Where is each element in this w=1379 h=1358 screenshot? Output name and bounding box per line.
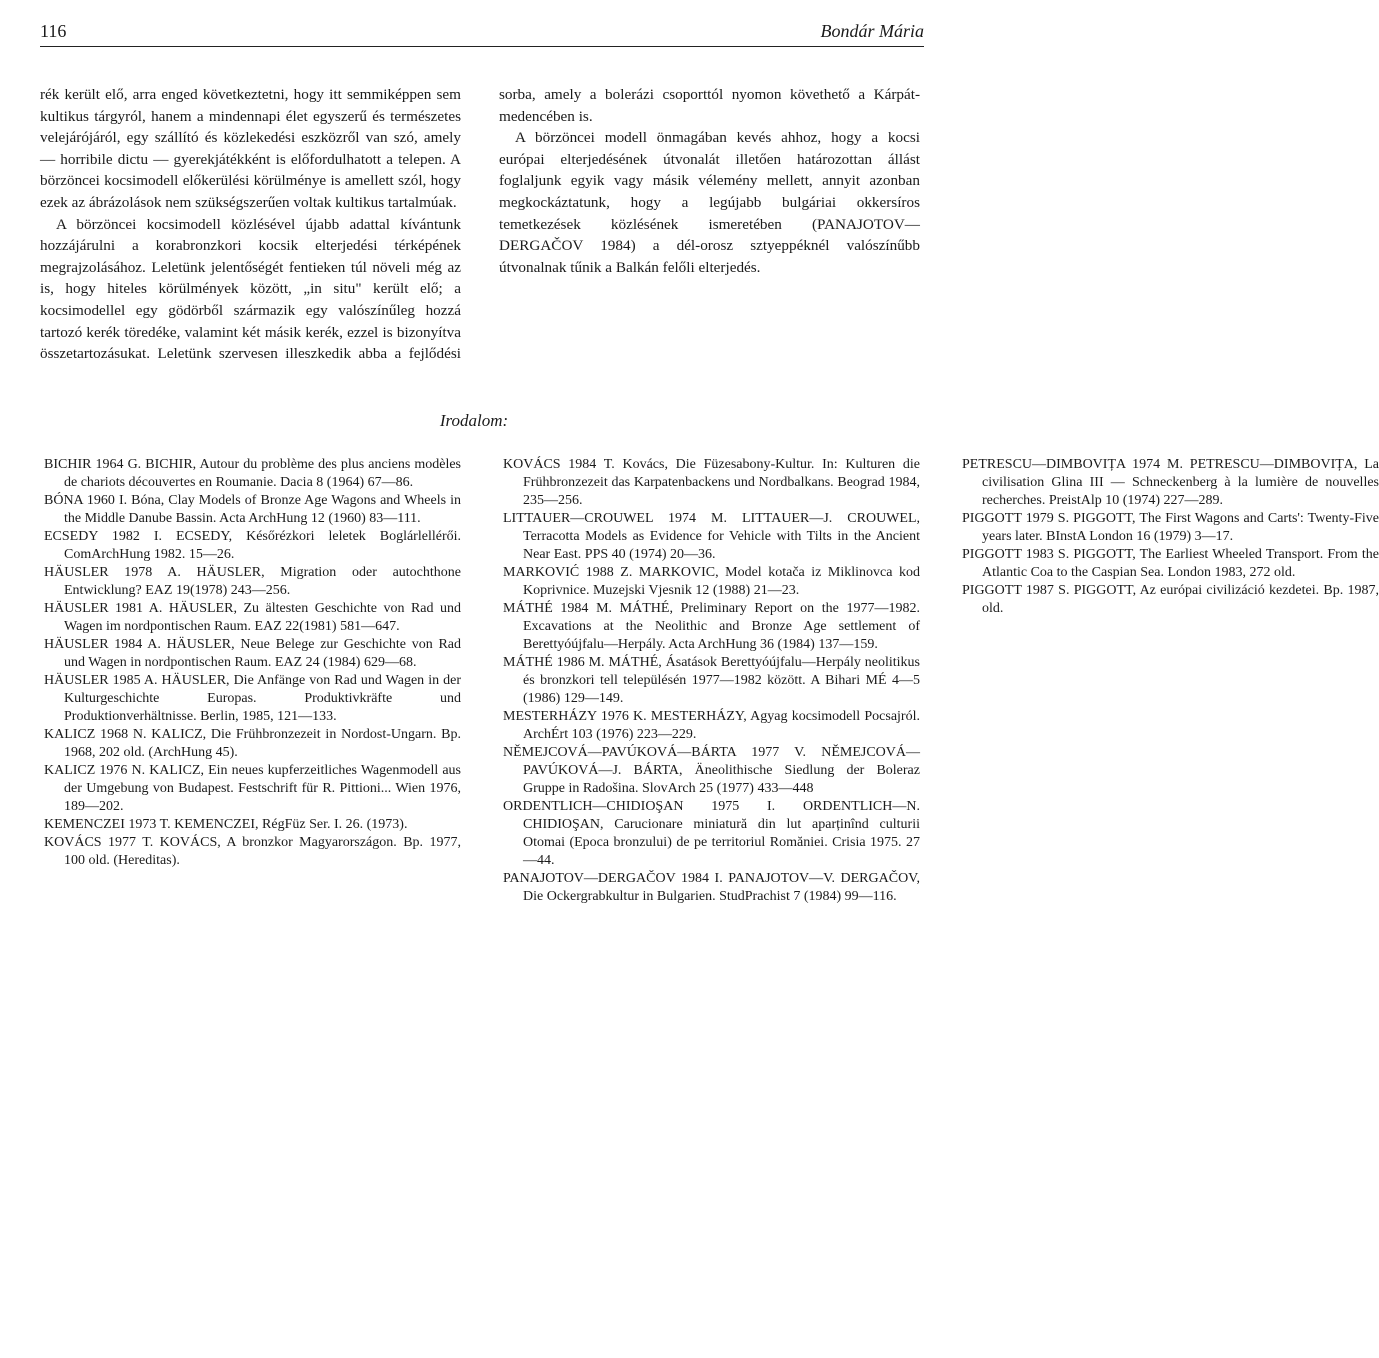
paragraph: A börzöncei modell önmagában kevés ahhoz, hogy a kocsi európai elterjedésének útvonalát illetően határozottan állást foglaljunk egyik vagy másik vélemény mellett, annyit azonban megkockáztatunk, hogy a legújabb bulgáriai okkersíros temetkezések közlésének ismeretében (PANAJOTOV—DERGAČOV 1984) a dél-orosz sztyeppéknél valószínűbb útvonalnak tűnik a Balkán felőli elterjedés.	[499, 129, 920, 276]
reference-item: MÁTHÉ 1986 M. MÁTHÉ, Ásatások Berettyóújfalu—Herpály neolitikus és bronzkori tell településén 1977—1982 között. A Bihari MÉ 4—5 (1986) 129—149.	[503, 655, 920, 706]
references-title: Irodalom:	[439, 411, 509, 430]
paragraph: rék került elő, arra enged következtetni, hogy itt semmiképpen sem kultikus tárgyról, hanem a mindennapi élet egyszerű és természetes velejárójáról, egy szállító és közlekedési eszközről van szó, amely — horribile dictu — gyerekjátékként is előfordulhatott a telepen. A börzöncei kocsimodell előkerülési körülménye is amellett szól, hogy ezek az ábrázolások nem szükségszerűen voltak kultikus tartalmúak.	[40, 86, 461, 211]
reference-item: PIGGOTT 1979 S. PIGGOTT, The First Wagons and Carts': Twenty-Five years later. BInstA London 16 (1979) 3—17.	[962, 511, 1379, 544]
reference-item: NĚMEJCOVÁ—PAVÚKOVÁ—BÁRTA 1977 V. NĚMEJCOVÁ—PAVÚKOVÁ—J. BÁRTA, Äneolithische Siedlung der Boleraz Gruppe in Radošina. SlovArch 25 (1977) 433—448	[503, 745, 920, 796]
reference-item: PIGGOTT 1987 S. PIGGOTT, Az európai civilizáció kezdetei. Bp. 1987, old.	[962, 583, 1379, 616]
reference-item: BÓNA 1960 I. Bóna, Clay Models of Bronze Age Wagons and Wheels in the Middle Danube Bassin. Acta ArchHung 12 (1960) 83—111.	[44, 493, 461, 526]
reference-item: PIGGOTT 1983 S. PIGGOTT, The Earliest Wheeled Transport. From the Atlantic Coa to the Caspian Sea. London 1983, 272 old.	[962, 547, 1379, 580]
paragraph: A börzöncei kocsimodell közlésével újabb adattal kívántunk hozzájárulni a korabronzkori kocsik elterjedési térképének megrajzolásához. Leletünk jelentőségét fentieken túl növeli még az is, hogy hiteles körülmények között, „in situ" került elő; a kocsimodellel egy gödörből származik egy valószínűleg hozzá tartozó kerék töredéke, valamint két másik kerék, ezzel is bizonyítva összetartozásukat. Leletünk szervesen illeszkedik abba a fejlődési sorba, amely a bolerázi csoporttól nyomon követhető a Kárpát-medencében is.	[40, 86, 920, 363]
reference-item: HÄUSLER 1978 A. HÄUSLER, Migration oder autochthone Entwicklung? EAZ 19(1978) 243—256.	[44, 565, 461, 598]
reference-item: ECSEDY 1982 I. ECSEDY, Későrézkori leletek Boglárlellérői. ComArchHung 1982. 15—26.	[44, 529, 461, 562]
reference-item: KOVÁCS 1977 T. KOVÁCS, A bronzkor Magyarországon. Bp. 1977, 100 old. (Hereditas).	[44, 835, 461, 868]
body-text	[40, 84, 920, 370]
page-number: 116	[40, 21, 67, 41]
reference-item: KALICZ 1976 N. KALICZ, Ein neues kupferzeitliches Wagenmodell aus der Umgebung von Budapest. Festschrift für R. Pittioni... Wien 1976, 189—202.	[44, 763, 461, 814]
reference-item: MÁTHÉ 1984 M. MÁTHÉ, Preliminary Report on the 1977—1982. Excavations at the Neolithic and Bronze Age settlement of Berettyóújfalu—Herpály. Acta ArchHung 36 (1984) 137—159.	[503, 601, 920, 652]
reference-item: KOVÁCS 1984 T. Kovács, Die Füzesabony-Kultur. In: Kulturen die Frühbronzezeit das Karpatenbackens und Nordbalkans. Beograd 1984, 235—256.	[503, 457, 920, 508]
reference-item: LITTAUER—CROUWEL 1974 M. LITTAUER—J. CROUWEL, Terracotta Models as Evidence for Vehicle with Tilts in the Ancient Near East. PPS 40 (1974) 20—36.	[503, 511, 920, 562]
reference-item: KEMENCZEI 1973 T. KEMENCZEI, RégFüz Ser. I. 26. (1973).	[44, 817, 408, 832]
reference-item: MESTERHÁZY 1976 K. MESTERHÁZY, Agyag kocsimodell Pocsajról. ArchÉrt 103 (1976) 223—229.	[503, 709, 920, 742]
reference-item: PANAJOTOV—DERGAČOV 1984 I. PANAJOTOV—V. DERGAČOV, Die Ockergrabkultur in Bulgarien. StudPrachist 7 (1984) 99—116.	[503, 871, 920, 904]
reference-item: MARKOVIĆ 1988 Z. MARKOVIC, Model kotača iz Miklinovca kod Koprivnice. Muzejski Vjesnik 12 (1988) 21—23.	[503, 565, 920, 598]
reference-item: KALICZ 1968 N. KALICZ, Die Frühbronzezeit in Nordost-Ungarn. Bp. 1968, 202 old. (ArchHung 45).	[44, 727, 461, 760]
reference-item: HÄUSLER 1981 A. HÄUSLER, Zu ältesten Geschichte von Rad und Wagen im nordpontischen Raum. EAZ 22(1981) 581—647.	[44, 601, 461, 634]
page-header	[40, 20, 924, 47]
reference-item: ORDENTLICH—CHIDIOŞAN 1975 I. ORDENTLICH—N. CHIDIOŞAN, Carucionare miniatură din lut aparținînd culturii Otomai (Epoca bronzului) de pe territoriul Romăniei. Crisia 1975. 27—44.	[503, 799, 920, 868]
reference-item: HÄUSLER 1985 A. HÄUSLER, Die Anfänge von Rad und Wagen in der Kulturgeschichte Europas. Produktivkräfte und Produktionverhältnisse. Berlin, 1985, 121—133.	[44, 673, 461, 724]
reference-item: PETRESCU—DIMBOVIȚA 1974 M. PETRESCU—DIMBOVIȚA, La civilisation Glina III — Schneckenberg à la lumière de nouvelles recherches. PreistAlp 10 (1974) 227—289.	[962, 457, 1379, 508]
reference-item: BICHIR 1964 G. BICHIR, Autour du problème des plus anciens modèles de chariots découvertes en Roumanie. Dacia 8 (1964) 67—86.	[44, 457, 461, 490]
reference-item: HÄUSLER 1984 A. HÄUSLER, Neue Belege zur Geschichte von Rad und Wagen in nordpontischen Raum. EAZ 24 (1984) 629—68.	[44, 637, 461, 670]
references-list	[44, 456, 1379, 906]
running-head: Bondár Mária	[820, 21, 924, 41]
